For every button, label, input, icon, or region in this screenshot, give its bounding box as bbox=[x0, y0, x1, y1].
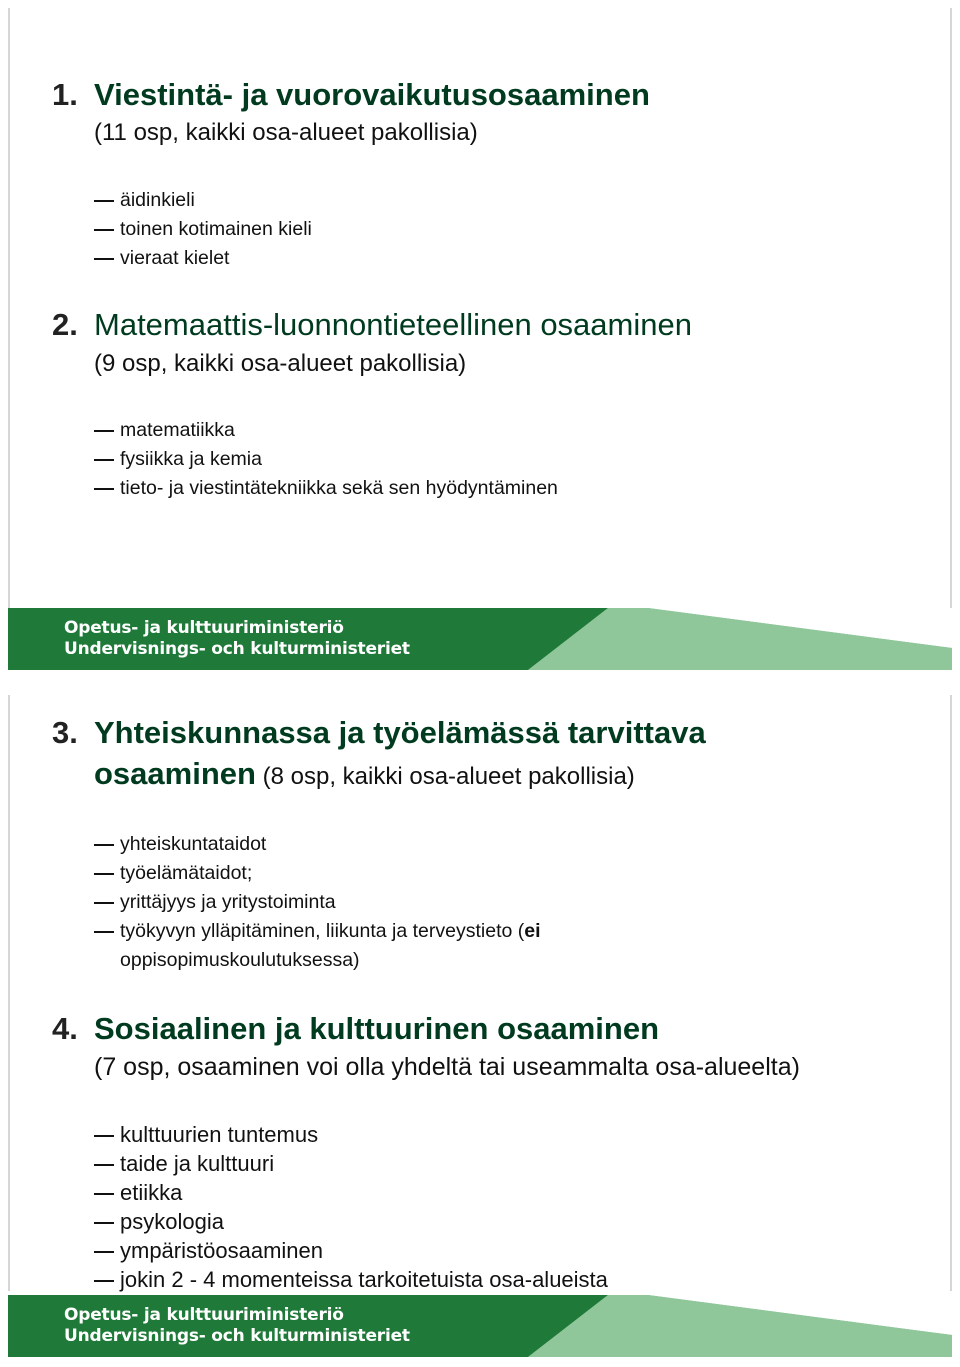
dash-bullet-icon bbox=[94, 488, 114, 490]
section-heading-continued: osaaminen bbox=[94, 756, 256, 791]
list-item: kulttuurien tuntemus bbox=[94, 1120, 608, 1149]
list-item: työelämätaidot; bbox=[94, 859, 541, 888]
dash-bullet-icon bbox=[94, 844, 114, 846]
dash-bullet-icon bbox=[94, 902, 114, 904]
section-heading: Matemaattis-luonnontieteellinen osaaminen bbox=[94, 307, 692, 342]
section-1-title bbox=[52, 76, 650, 114]
section-4-title bbox=[52, 1010, 659, 1048]
dash-bullet-icon bbox=[94, 1193, 114, 1195]
dash-bullet-icon bbox=[94, 1280, 114, 1282]
list-item: tieto- ja viestintätekniikka sekä sen hyödyntäminen bbox=[94, 474, 558, 503]
list-item: toinen kotimainen kieli bbox=[94, 215, 312, 244]
list-item: äidinkieli bbox=[94, 186, 312, 215]
banner-text bbox=[64, 1305, 410, 1347]
section-number: 4. bbox=[52, 1011, 78, 1046]
banner-line-2: Undervisnings- och kulturministeriet bbox=[64, 639, 410, 659]
slide-border-right bbox=[950, 8, 952, 608]
banner-line-1: Opetus- ja kulttuuriministeriö bbox=[64, 618, 344, 638]
dash-bullet-icon bbox=[94, 1135, 114, 1137]
section-number: 2. bbox=[52, 307, 78, 342]
slide-border-right bbox=[950, 695, 952, 1291]
list-item: ympäristöosaaminen bbox=[94, 1236, 608, 1265]
dash-bullet-icon bbox=[94, 873, 114, 875]
section-2-title bbox=[52, 306, 692, 344]
list-item: matematiikka bbox=[94, 416, 558, 445]
slide-1 bbox=[8, 8, 952, 670]
list-item: etiikka bbox=[94, 1178, 608, 1207]
section-4-list bbox=[94, 1120, 608, 1294]
dash-bullet-icon bbox=[94, 229, 114, 231]
section-heading: Sosiaalinen ja kulttuurinen osaaminen bbox=[94, 1011, 660, 1046]
list-item: taide ja kulttuuri bbox=[94, 1149, 608, 1178]
section-4-subtitle: (7 osp, osaaminen voi olla yhdeltä tai useammalta osa-alueelta) bbox=[94, 1053, 800, 1081]
section-3-title-line-2 bbox=[94, 755, 635, 796]
section-2-subtitle: (9 osp, kaikki osa-alueet pakollisia) bbox=[94, 350, 467, 377]
dash-bullet-icon bbox=[94, 1222, 114, 1224]
dash-bullet-icon bbox=[94, 459, 114, 461]
dash-bullet-icon bbox=[94, 258, 114, 260]
list-item: yrittäjyys ja yritystoiminta bbox=[94, 888, 541, 917]
section-number: 3. bbox=[52, 715, 78, 750]
list-item: fysiikka ja kemia bbox=[94, 445, 558, 474]
section-heading: Viestintä- ja vuorovaikutusosaaminen bbox=[94, 77, 650, 112]
dash-bullet-icon bbox=[94, 430, 114, 432]
banner-text bbox=[64, 618, 410, 660]
dash-bullet-icon bbox=[94, 1251, 114, 1253]
list-item: jokin 2 - 4 momenteissa tarkoitetuista osa-alueista bbox=[94, 1265, 608, 1294]
ministry-banner bbox=[8, 608, 952, 670]
section-1-subtitle: (11 osp, kaikki osa-alueet pakollisia) bbox=[94, 119, 478, 146]
list-item: yhteiskuntataidot bbox=[94, 830, 541, 859]
list-item: vieraat kielet bbox=[94, 244, 312, 273]
ministry-banner bbox=[8, 1295, 952, 1357]
section-heading: Yhteiskunnassa ja työelämässä tarvittava bbox=[94, 715, 706, 750]
banner-line-2: Undervisnings- och kulturministeriet bbox=[64, 1326, 410, 1346]
dash-bullet-icon bbox=[94, 200, 114, 202]
list-item: psykologia bbox=[94, 1207, 608, 1236]
slide-border-left bbox=[8, 8, 10, 608]
section-number: 1. bbox=[52, 77, 78, 112]
banner-line-1: Opetus- ja kulttuuriministeriö bbox=[64, 1305, 344, 1325]
section-3-subtitle: (8 osp, kaikki osa-alueet pakollisia) bbox=[255, 763, 635, 790]
slide-border-left bbox=[8, 695, 10, 1291]
list-item: työkyvyn ylläpitäminen, liikunta ja terveystieto (ei oppisopimuskoulutuksessa) bbox=[94, 917, 541, 975]
dash-bullet-icon bbox=[94, 1164, 114, 1166]
slide-2 bbox=[8, 695, 952, 1357]
section-3-list bbox=[94, 830, 541, 975]
section-2-list bbox=[94, 416, 558, 503]
section-3-title bbox=[52, 714, 706, 752]
dash-bullet-icon bbox=[94, 931, 114, 933]
section-1-list bbox=[94, 186, 312, 273]
